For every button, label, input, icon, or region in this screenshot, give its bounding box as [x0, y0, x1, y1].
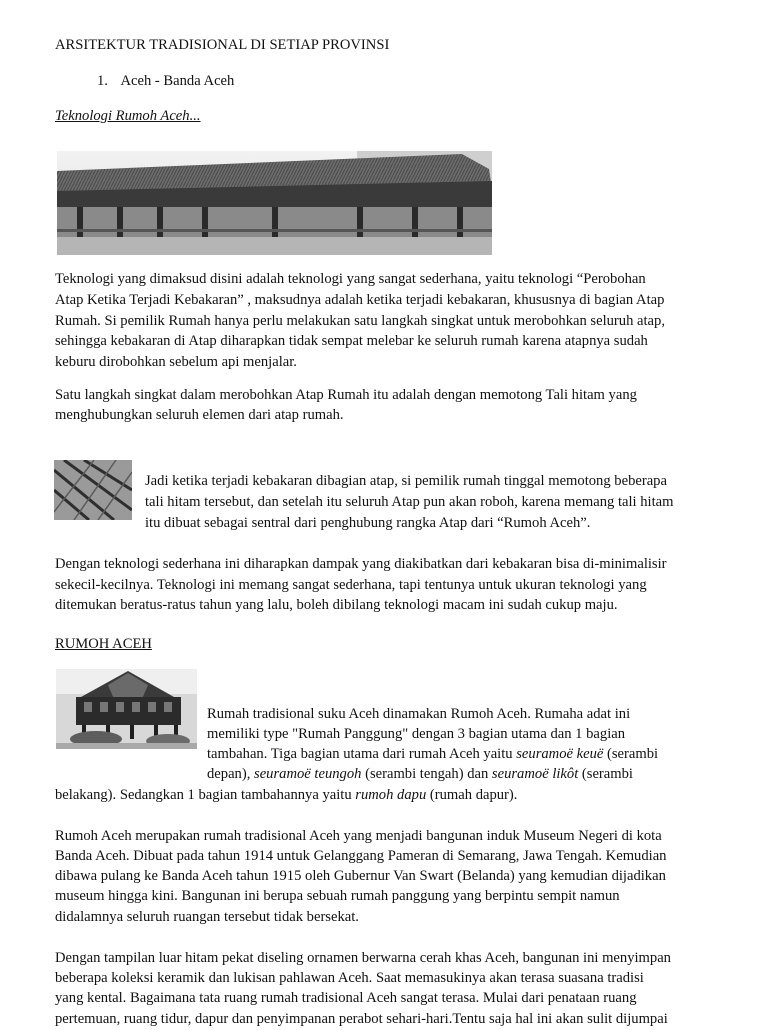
- rumoh-aceh-house-photo: [56, 669, 197, 749]
- paragraph-line: Satu langkah singkat dalam merobohkan Atap Rumah itu adalah dengan memotong Tali hitam yang: [55, 387, 637, 403]
- section-heading-teknologi: Teknologi Rumoh Aceh...: [55, 108, 201, 124]
- list-item: [97, 71, 234, 92]
- paragraph-line: Dengan teknologi sederhana ini diharapkan dampak yang diakibatkan dari kebakaran bisa di-minimalisir: [55, 556, 667, 572]
- list-item-number: 1.: [97, 73, 108, 89]
- paragraph-line: belakang). Sedangkan 1 bagian tambahannya yaitu rumoh dapu (rumah dapur).: [55, 787, 518, 803]
- section-heading-rumoh-aceh: RUMOH ACEH: [55, 636, 152, 652]
- paragraph-line: sekecil-kecilnya. Teknologi ini memang sangat sederhana, tapi tentunya untuk ukuran teknologi yang: [55, 577, 647, 593]
- paragraph-line: Teknologi yang dimaksud disini adalah teknologi yang sangat sederhana, yaitu teknologi “Perobohan: [55, 271, 646, 287]
- paragraph-line: pertemuan, ruang tidur, dapur dan penyimpanan perabot sehari-hari.Tentu saja hal ini akan sulit dijumpai: [55, 1011, 668, 1027]
- paragraph-line: tambahan. Tiga bagian utama dari rumah Aceh yaitu seuramoë keuë (serambi: [207, 746, 659, 762]
- paragraph-line: Rumoh Aceh merupakan rumah tradisional Aceh yang menjadi bangunan induk Museum Negeri di kota: [55, 828, 662, 844]
- rumoh-aceh-roof-photo: [57, 151, 492, 255]
- paragraph-line: itu dibuat sebagai sentral dari penghubung rangka Atap dari “Rumoh Aceh”.: [145, 515, 591, 531]
- paragraph-line: beberapa koleksi keramik dan lukisan pahlawan Aceh. Saat memasukinya akan terasa suasana tradisi: [55, 970, 644, 986]
- paragraph-line: yang kental. Bagaimana tata ruang rumah tradisional Aceh sangat terasa. Mulai dari penataan ruang: [55, 990, 637, 1006]
- paragraph-line: keburu dirobohkan sebelum api menjalar.: [55, 354, 297, 370]
- document-title: ARSITEKTUR TRADISIONAL DI SETIAP PROVINSI: [55, 37, 390, 53]
- roof-rafters-photo: [54, 460, 132, 520]
- paragraph-line: depan), seuramoë teungoh (serambi tengah) dan seuramoë likôt (serambi: [207, 766, 633, 782]
- paragraph-line: Atap Ketika Terjadi Kebakaran” , maksudnya adalah ketika terjadi kebakaran, khususnya di bagian Atap: [55, 292, 665, 308]
- paragraph-line: sehingga kebakaran di Atap diharapkan tidak sempat melebar ke seluruh rumah karena atapnya sudah: [55, 333, 648, 349]
- paragraph-line: dibawa pulang ke Banda Aceh tahun 1915 oleh Gubernur Van Swart (Belanda) yang kemudian dijadikan: [55, 868, 666, 884]
- list-item-text: Aceh - Banda Aceh: [120, 73, 235, 89]
- paragraph-line: menghubungkan seluruh elemen dari atap rumah.: [55, 407, 344, 423]
- paragraph-line: Rumah tradisional suku Aceh dinamakan Rumoh Aceh. Rumaha adat ini: [207, 706, 631, 722]
- paragraph-line: ditemukan beratus-ratus tahun yang lalu, boleh dibilang teknologi macam ini sudah cukup maju.: [55, 597, 618, 613]
- paragraph-line: tali hitam tersebut, dan setelah itu seluruh Atap pun akan roboh, karena memang tali hitam: [145, 494, 674, 510]
- paragraph-line: Banda Aceh. Dibuat pada tahun 1914 untuk Gelanggang Pameran di Semarang, Jawa Tengah. Kemudian: [55, 848, 667, 864]
- paragraph-line: didalamnya seluruh ruangan tersebut tidak bersekat.: [55, 909, 359, 925]
- paragraph-line: Dengan tampilan luar hitam pekat diseling ornamen berwarna cerah khas Aceh, bangunan ini menyimpan: [55, 950, 671, 966]
- paragraph-line: memiliki type "Rumah Panggung" dengan 3 bagian utama dan 1 bagian: [207, 726, 626, 742]
- paragraph-line: Rumah. Si pemilik Rumah hanya perlu melakukan satu langkah singkat untuk merobohkan seluruh atap,: [55, 313, 665, 329]
- paragraph-line: museum hingga kini. Bangunan ini berupa sebuah rumah panggung yang berpintu sempit namun: [55, 888, 620, 904]
- paragraph-line: Jadi ketika terjadi kebakaran dibagian atap, si pemilik rumah tinggal memotong beberapa: [145, 473, 667, 489]
